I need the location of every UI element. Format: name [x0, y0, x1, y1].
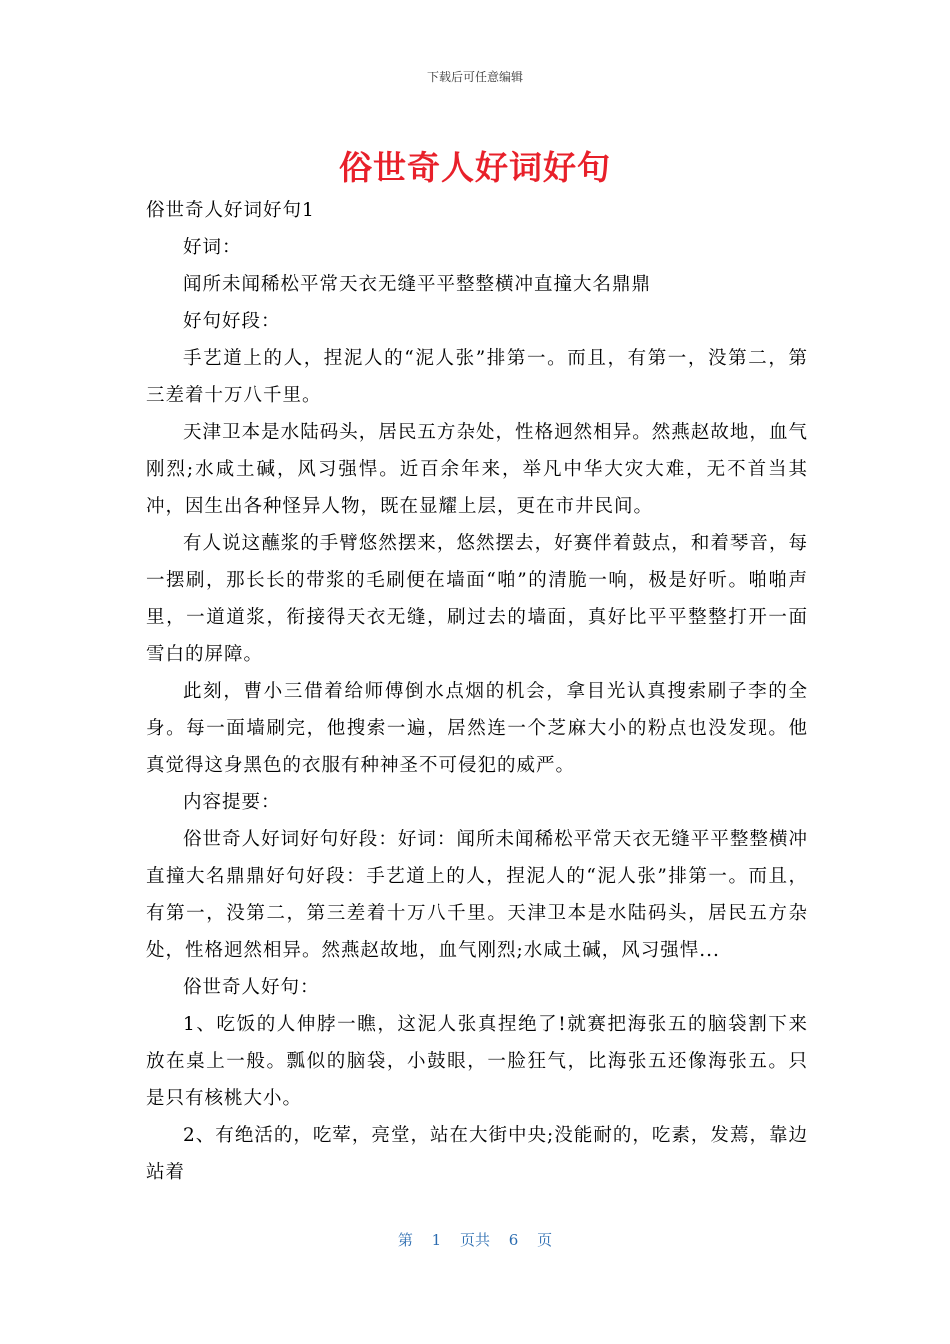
paragraph: 闻所未闻稀松平常天衣无缝平平整整横冲直撞大名鼎鼎 [183, 274, 652, 295]
page-footer [0, 1229, 950, 1250]
paragraph: 天津卫本是水陆码头，居民五方杂处，性格迥然相异。然燕赵故地，血气刚烈;水咸土碱，风习强悍。近百余年来，举凡中华大灾大难，无不首当其冲，因生出各种怪异人物，既在显耀上层，更在市井民间。 [146, 422, 808, 517]
paragraph: 俗世奇人好句： [183, 977, 320, 998]
page-label-suffix: 页 [537, 1231, 553, 1249]
document-title: 俗世奇人好词好句 [339, 148, 611, 187]
page-total: 6 [508, 1231, 519, 1249]
document-body [146, 192, 808, 1191]
paragraph: 有人说这蘸浆的手臂悠然摆来，悠然摆去，好赛伴着鼓点，和着琴音，每一摆刷，那长长的带浆的毛刷便在墙面“啪”的清脆一响，极是好听。啪啪声里，一道道浆，衔接得天衣无缝，刷过去的墙面，真好比平平整整打开一面雪白的屏障。 [146, 533, 808, 665]
header-note: 下载后可任意编辑 [426, 70, 523, 84]
page-label-mid: 页共 [459, 1231, 490, 1249]
paragraph: 手艺道上的人，捏泥人的“泥人张”排第一。而且，有第一，没第二，第三差着十万八千里。 [146, 348, 808, 406]
paragraph: 此刻，曹小三借着给师傅倒水点烟的机会，拿目光认真搜索刷子李的全身。每一面墙刷完，他搜索一遍，居然连一个芝麻大小的粉点也没发现。他真觉得这身黑色的衣服有种神圣不可侵犯的威严。 [146, 681, 808, 776]
page-label-prefix: 第 [397, 1231, 413, 1249]
paragraph: 好词： [183, 237, 242, 258]
paragraph: 2、有绝活的，吃荤，亮堂，站在大街中央;没能耐的，吃素，发蔫，靠边站着 [146, 1125, 808, 1183]
paragraph: 俗世奇人好词好句好段：好词：闻所未闻稀松平常天衣无缝平平整整横冲直撞大名鼎鼎好句好段：手艺道上的人，捏泥人的“泥人张”排第一。而且，有第一，没第二，第三差着十万八千里。天津卫本是水陆码头，居民五方杂处，性格迥然相异。然燕赵故地，血气刚烈;水咸土碱，风习强悍... [146, 829, 808, 961]
section-heading: 俗世奇人好词好句1 [146, 200, 315, 221]
paragraph: 好句好段： [183, 311, 281, 332]
paragraph: 1、吃饭的人伸脖一瞧，这泥人张真捏绝了!就赛把海张五的脑袋割下来放在桌上一般。瓢似的脑袋，小鼓眼，一脸狂气，比海张五还像海张五。只是只有核桃大小。 [146, 1014, 808, 1109]
paragraph: 内容提要： [183, 792, 281, 813]
page-number: 1 [431, 1231, 442, 1249]
